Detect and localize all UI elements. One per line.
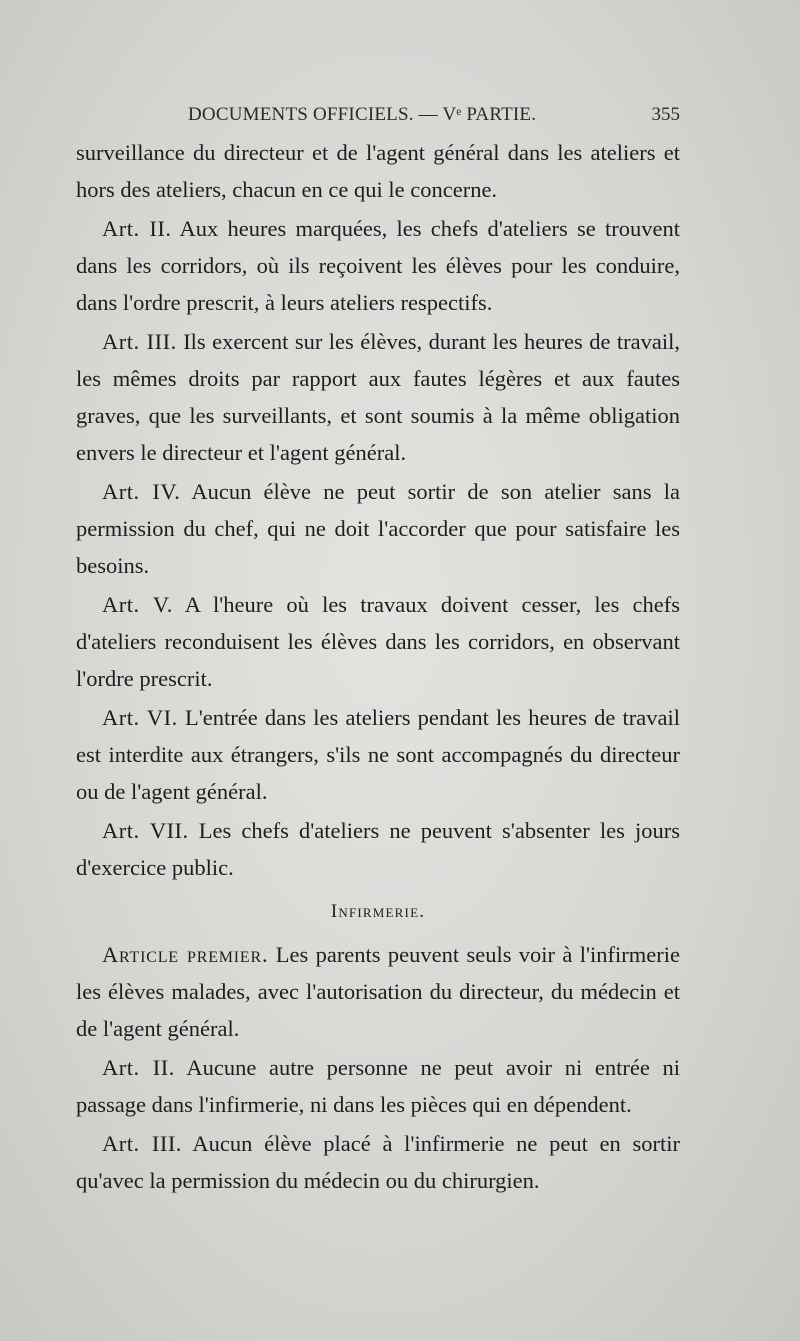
section-heading: Infirmerie. — [330, 901, 426, 922]
article-7 — [76, 812, 680, 886]
article-label: Art. V. — [102, 592, 173, 617]
article-label: Art. VI. — [102, 705, 178, 730]
running-header — [76, 104, 680, 134]
article-label: Article premier. — [102, 942, 269, 967]
article-3 — [76, 323, 680, 471]
continued-paragraph — [76, 134, 680, 208]
article-text: Ils exercent sur les élèves, durant les heures de travail, les mêmes droits par rapport aux fautes légères et aux fautes graves, que les surveillants, et sont soumis à la même obligation envers le directeur et l'agent général. — [76, 329, 680, 465]
infirmary-article-1 — [76, 936, 680, 1047]
article-text: Aucune autre personne ne peut avoir ni entrée ni passage dans l'infirmerie, ni dans les pièces qui en dépendent. — [76, 1055, 681, 1117]
article-text: L'entrée dans les ateliers pendant les heures de travail est interdite aux étrangers, s'ils ne sont accompagnés du directeur ou de l'agent général. — [76, 705, 680, 804]
infirmary-article-3 — [76, 1125, 680, 1199]
article-label: Art. III. — [102, 1131, 182, 1156]
article-label: Art. III. — [102, 329, 177, 354]
page-number: 355 — [651, 104, 680, 125]
article-label: Art. VII. — [102, 818, 189, 843]
article-2 — [76, 210, 680, 321]
article-text: Aucun élève ne peut sortir de son atelier sans la permission du chef, qui ne doit l'accorder que pour satisfaire les besoins. — [76, 479, 680, 578]
paragraph-text: surveillance du directeur et de l'agent général dans les ateliers et hors des ateliers, chacun en ce qui le concerne. — [76, 140, 680, 202]
article-text: Aucun élève placé à l'infirmerie ne peut en sortir qu'avec la permission du médecin ou du chirurgien. — [76, 1131, 680, 1193]
article-text: Aux heures marquées, les chefs d'ateliers se trouvent dans les corridors, où ils reçoivent les élèves pour les conduire, dans l'ordre prescrit, à leurs ateliers respectifs. — [76, 216, 680, 315]
article-label: Art. II. — [102, 216, 172, 241]
infirmary-article-2 — [76, 1049, 680, 1123]
article-text: A l'heure où les travaux doivent cesser, les chefs d'ateliers reconduisent les élèves dans les corridors, en observant l'ordre prescrit. — [76, 592, 681, 691]
article-text: Les parents peuvent seuls voir à l'infirmerie les élèves malades, avec l'autorisation du directeur, du médecin et de l'agent général. — [76, 942, 680, 1041]
article-5 — [76, 586, 680, 697]
article-label: Art. II. — [102, 1055, 175, 1080]
page-body — [76, 134, 680, 1199]
article-6 — [76, 699, 680, 810]
article-4 — [76, 473, 680, 584]
article-text: Les chefs d'ateliers ne peuvent s'absenter les jours d'exercice public. — [76, 818, 680, 880]
article-label: Art. IV. — [102, 479, 181, 504]
running-title: DOCUMENTS OFFICIELS. — Vᵉ PARTIE. — [188, 104, 537, 125]
